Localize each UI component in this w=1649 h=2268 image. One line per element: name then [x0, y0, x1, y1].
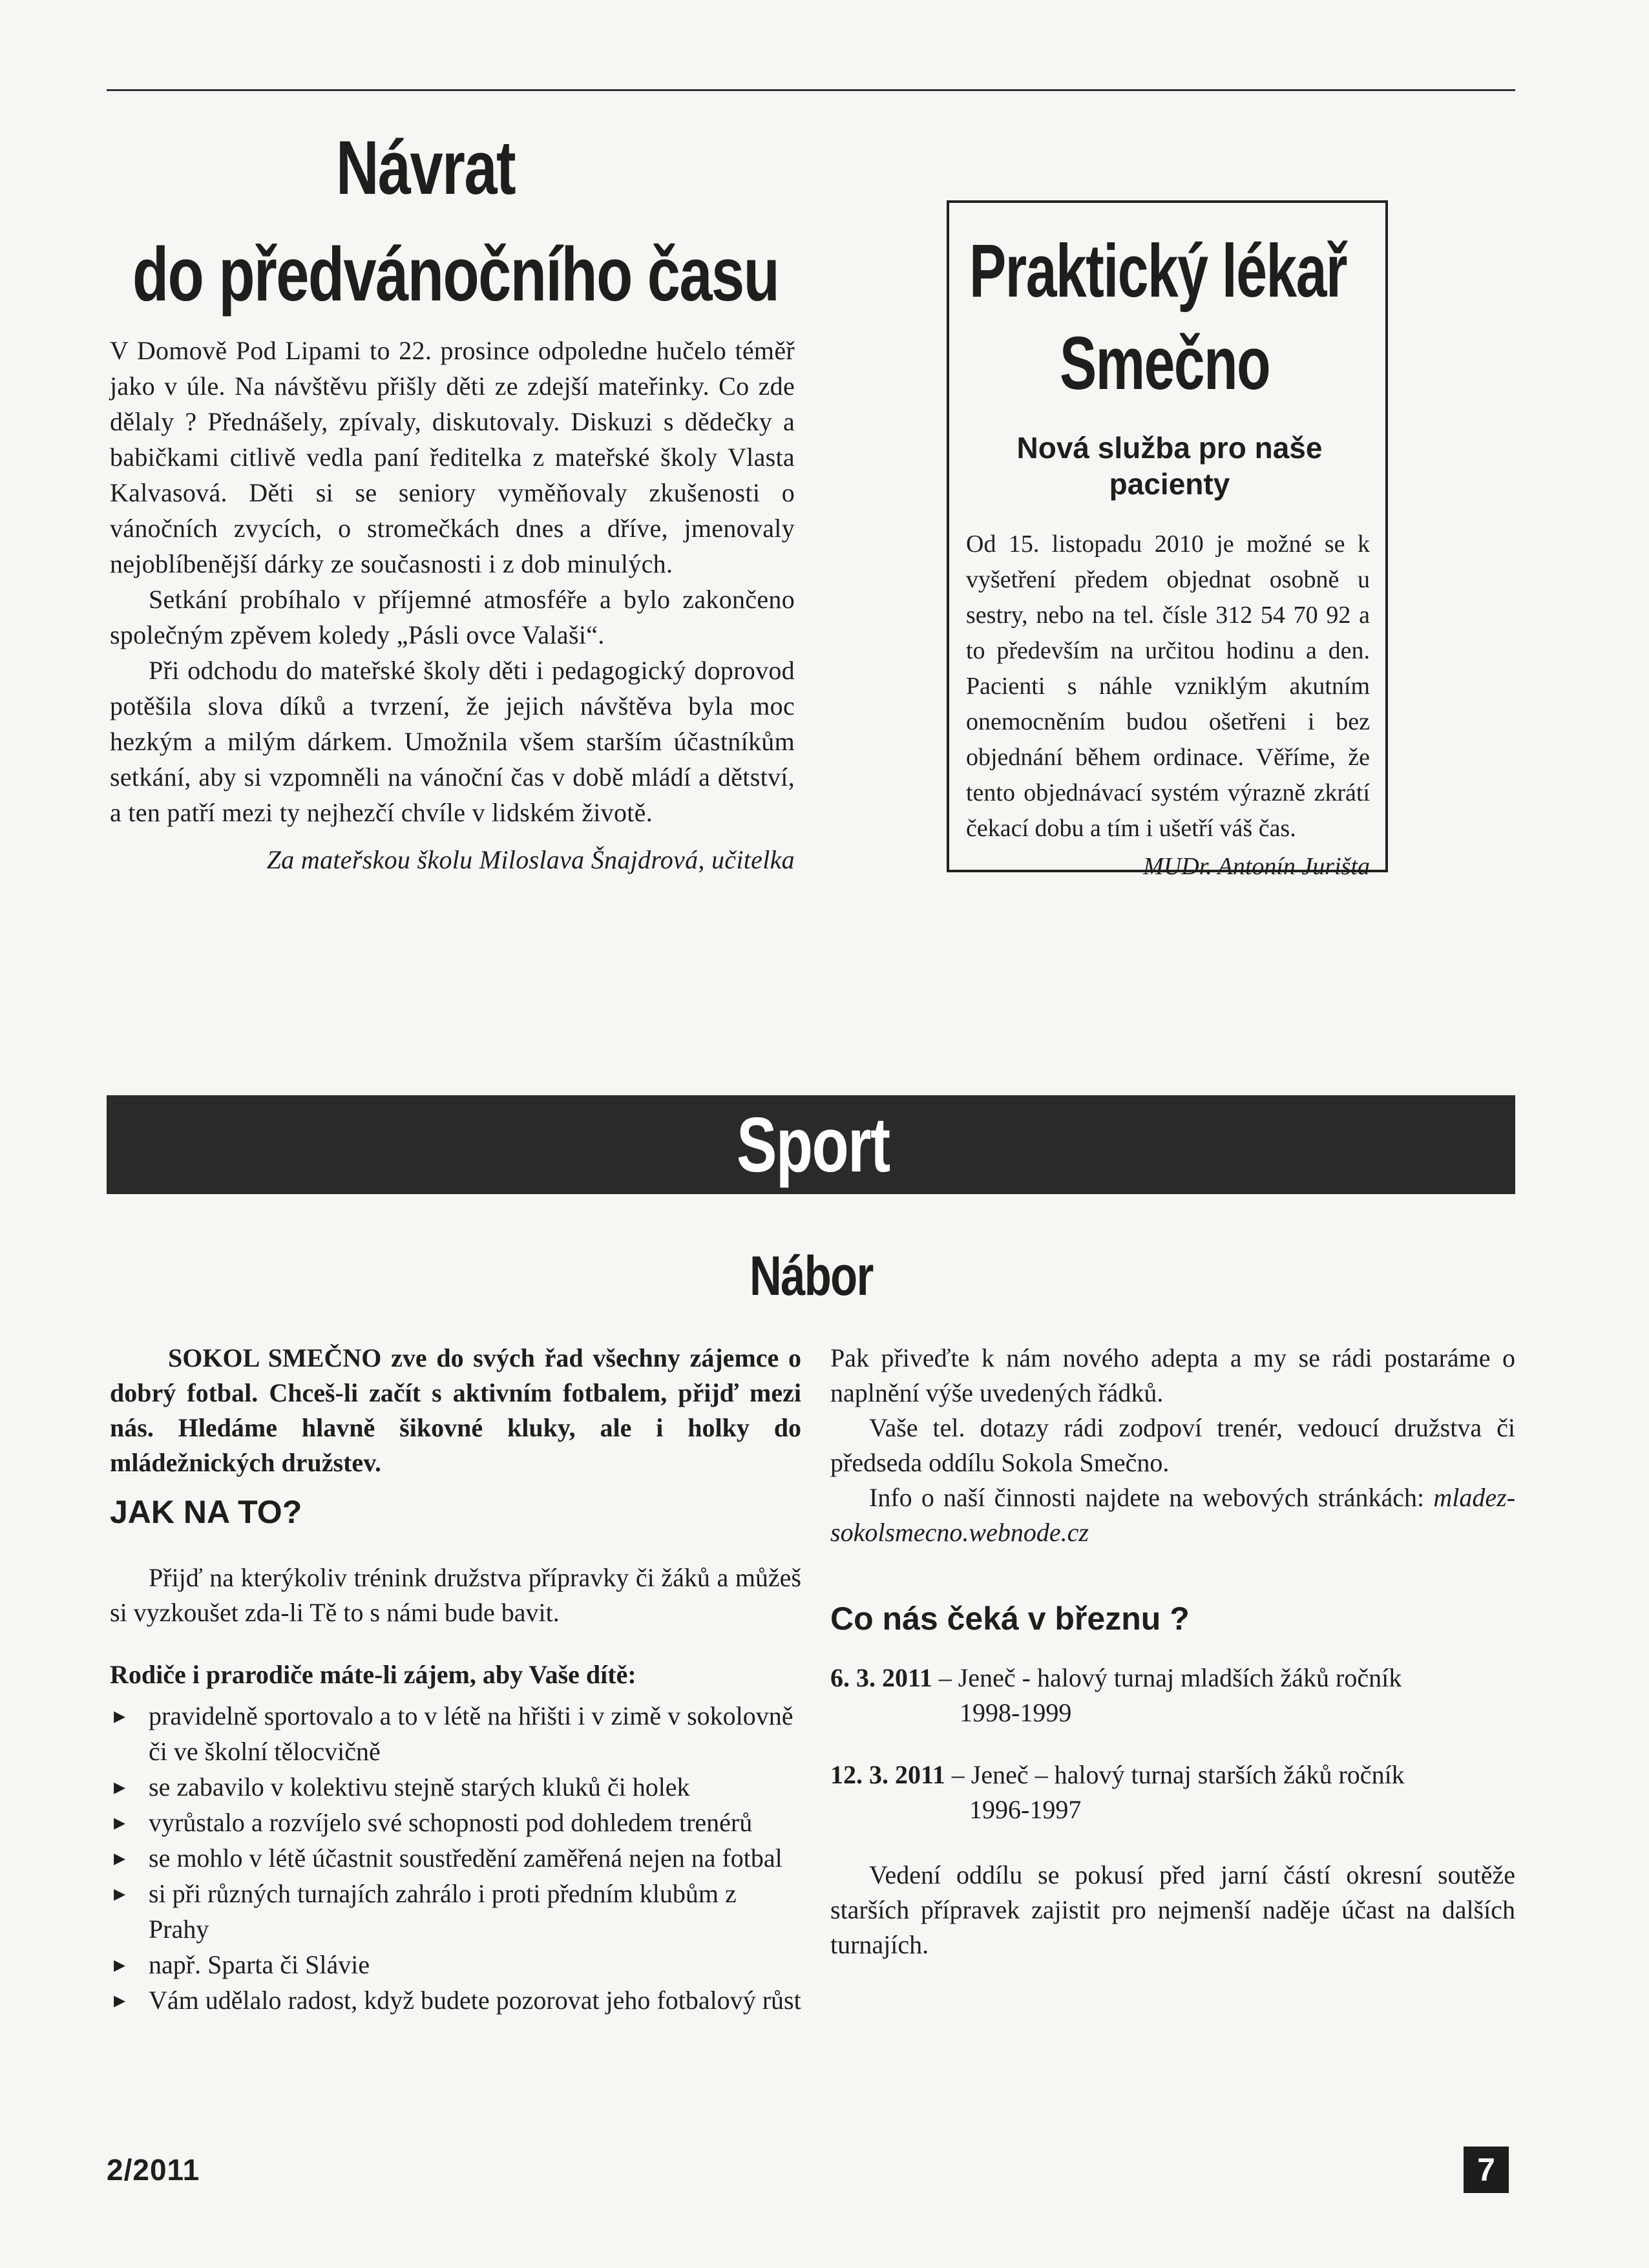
sport-banner-title: Sport	[737, 1102, 890, 1188]
doctor-box-title: Praktický lékař	[969, 229, 1347, 313]
march-heading: Co nás čeká v březnu ?	[830, 1601, 1190, 1637]
closing-text: Vedení oddílu se pokusí před jarní částí okresní soutěže starších přípravek zajistit pro nejmenší naděje účast na dalších turnajích.	[830, 1860, 1515, 1959]
list-item: ▸ vyrůstalo a rozvíjelo své schopnosti pod dohledem trenérů	[110, 1805, 801, 1840]
web-info	[830, 1480, 1515, 1550]
how-heading: JAK NA TO?	[110, 1494, 302, 1530]
recruitment-intro	[110, 1341, 801, 1480]
event-date: 6. 3. 2011	[830, 1663, 932, 1692]
article-title: Návrat	[336, 125, 516, 211]
contact-paragraph: Vaše tel. dotazy rádi zodpoví trenér, vedoucí družstva či předseda oddílu Sokola Smečno.	[830, 1413, 1515, 1477]
event-years: 1998-1999	[960, 1698, 1072, 1727]
web-info-text: Info o naší činnosti najdete na webových stránkách:	[869, 1483, 1434, 1512]
article-signature: Za mateřskou školu Miloslava Šnajdrová, učitelka	[266, 845, 795, 874]
top-rule	[107, 89, 1515, 91]
recruitment-title: Nábor	[750, 1245, 873, 1307]
list-item: ▸ si při různých turnajích zahrálo i proti předním klubům z Prahy	[110, 1876, 801, 1947]
web-link[interactable]: mladez-sokolsmecno.webnode.cz	[830, 1483, 1515, 1547]
event-item	[830, 1758, 1515, 1827]
doctor-box-subtitle: Smečno	[1060, 321, 1270, 405]
list-item: ▸ se zabavilo v kolektivu stejně starých kluků či holek	[110, 1769, 801, 1805]
closing-paragraph	[830, 1858, 1515, 1962]
event-years: 1996-1997	[969, 1795, 1082, 1824]
article-body	[110, 333, 795, 877]
event-text: – Jeneč - halový turnaj mladších žáků ročník	[932, 1663, 1402, 1692]
article-paragraph: Při odchodu do mateřské školy děti i pedagogický doprovod potěšila slova díků a tvrzení, že jejich návštěva byla moc hezkým a milým dárkem. Umožnila všem starším účastníkům setkání, aby si vzpomněli na vánoční čas v době mládí a dětství, a ten patří mezi ty nejhezčí chvíle v lidském životě.	[110, 656, 795, 827]
doctor-box-body	[966, 527, 1370, 885]
article-subtitle: do předvánočního času	[132, 232, 779, 317]
article-paragraph: V Domově Pod Lipami to 22. prosince odpoledne hučelo téměř jako v úle. Na návštěvu přišly děti ze zdejší mateřinky. Co zde dělaly ? Přednášely, zpívaly, diskutovaly. Diskuzi s dědečky a babičkami citlivě vedla paní ředitelka z mateřské školy Vlasta Kalvasová. Děti si se seniory vyměňovaly zkušenosti o vánočních zvycích, o stromečkách dnes a dříve, jmenovaly nejoblíbenější dárky ze současnosti i z dob minulých.	[110, 336, 795, 578]
parents-heading: Rodiče i prarodiče máte-li zájem, aby Vaše dítě:	[110, 1660, 636, 1689]
list-item: ▸ Vám udělalo radost, když budete pozorovat jeho fotbalový růst	[110, 1982, 801, 2018]
list-item: ▸ např. Sparta či Slávie	[110, 1947, 801, 1982]
event-date: 12. 3. 2011	[830, 1760, 945, 1789]
list-item: ▸ pravidelně sportovalo a to v létě na hřišti i v zimě v sokolovně či ve školní tělocvičně	[110, 1698, 801, 1769]
doctor-box-text: Od 15. listopadu 2010 je možné se k vyšetření předem objednat osobně u sestry, nebo na tel. čísle 312 54 70 92 a to především na určitou hodinu a den. Pacienti s náhle vzniklým akutním onemocněním budou ošetřeni i bez objednání během ordinace. Věříme, že tento objednávací systém výrazně zkrátí čekací dobu a tím i ušetří váš čas.	[966, 530, 1370, 842]
how-text: Přijď na kterýkoliv trénink družstva přípravky či žáků a můžeš si vyzkoušet zda-li Tě to s námi bude bavit.	[110, 1563, 801, 1627]
list-item: ▸ se mohlo v létě účastnit soustředění zaměřená nejen na fotbal	[110, 1840, 801, 1876]
contact-paragraphs	[830, 1341, 1515, 1550]
event-item	[830, 1661, 1515, 1730]
event-text: – Jeneč – halový turnaj starších žáků ročník	[945, 1760, 1405, 1789]
issue-number: 2/2011	[107, 2153, 200, 2187]
contact-paragraph: Pak přiveďte k nám nového adepta a my se rádi postaráme o naplnění výše uvedených řádků.	[830, 1343, 1515, 1407]
doctor-box-signature: MUDr. Antonín Jurišta	[1143, 853, 1370, 880]
recruitment-intro-text: SOKOL SMEČNO zve do svých řad všechny zájemce o dobrý fotbal. Chceš-li začít s aktivním fotbalem, přijď mezi nás. Hledáme hlavně šikovné kluky, ale i holky do mládežnických družstev.	[110, 1343, 801, 1477]
benefits-list	[110, 1698, 801, 2018]
article-paragraph: Setkání probíhalo v příjemné atmosféře a bylo zakončeno společným zpěvem koledy „Pásli ovce Valaši“.	[110, 585, 795, 649]
page-number: 7	[1464, 2147, 1509, 2193]
doctor-box-heading: Nová služba pro naše pacienty	[1016, 431, 1323, 501]
how-paragraph	[110, 1560, 801, 1630]
